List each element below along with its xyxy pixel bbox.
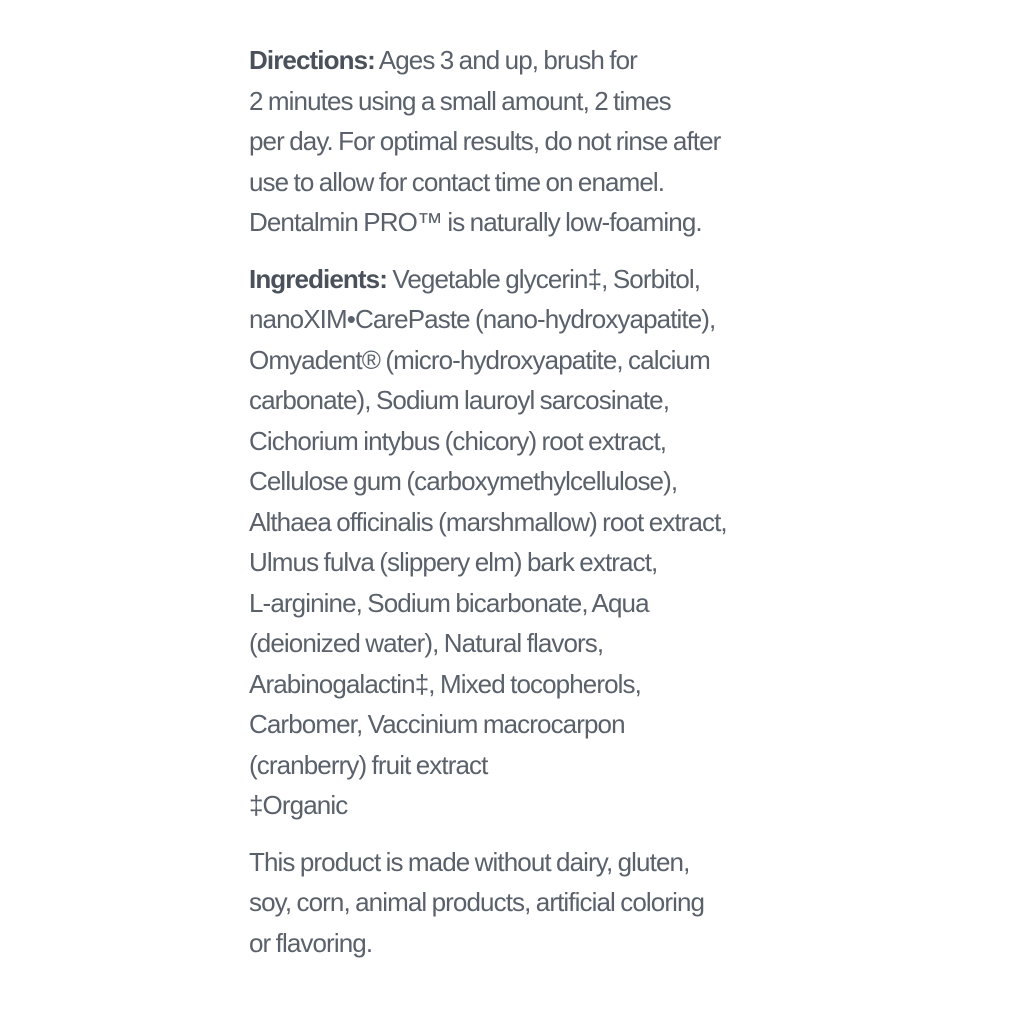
product-label-text — [249, 40, 789, 963]
disclaimer-line-3: or flavoring. — [249, 927, 373, 958]
ingredients-line-10: (deionized water), Natural flavors, — [249, 628, 604, 658]
ingredients-line-4: carbonate), Sodium lauroyl sarcosinate, — [249, 385, 670, 415]
directions-line-4: use to allow for contact time on enamel. — [249, 166, 665, 197]
ingredients-line-11: Arabinogalactin‡, Mixed tocopherols, — [249, 668, 641, 699]
ingredients-text: Vegetable glycerin‡, Sorbitol, — [392, 263, 701, 294]
directions-line-3: per day. For optimal results, do not rinse after — [249, 126, 721, 156]
directions-line-2: 2 minutes using a small amount, 2 times — [249, 85, 671, 116]
ingredients-line-6: Cellulose gum (carboxymethylcellulose), — [249, 466, 678, 496]
directions-heading: Directions: — [249, 45, 375, 75]
disclaimer-line-2: soy, corn, animal products, artificial coloring — [249, 887, 705, 917]
ingredients-line-8: Ulmus fulva (slippery elm) bark extract, — [249, 547, 658, 577]
ingredients-line-5: Cichorium intybus (chicory) root extract, — [249, 425, 667, 456]
directions-text: Ages 3 and up, brush for — [378, 45, 637, 75]
ingredients-line-13: (cranberry) fruit extract — [249, 749, 488, 780]
disclaimer-line-1: This product is made without dairy, gluten, — [249, 846, 690, 877]
directions-line-5: Dentalmin PRO™ is naturally low-foaming. — [249, 207, 702, 237]
ingredients-line-3: Omyadent® (micro-hydroxyapatite, calcium — [249, 344, 710, 375]
allergen-disclaimer — [249, 842, 789, 964]
ingredients-line-12: Carbomer, Vaccinium macrocarpon — [249, 709, 625, 739]
directions-section — [249, 40, 789, 243]
ingredients-line-1 — [249, 259, 789, 300]
ingredients-section — [249, 259, 789, 826]
directions-line-1 — [249, 40, 789, 81]
ingredients-line-7: Althaea officinalis (marshmallow) root extract, — [249, 506, 727, 537]
ingredients-heading: Ingredients: — [249, 263, 387, 294]
ingredients-line-2: nanoXIM•CarePaste (nano-hydroxyapatite), — [249, 304, 716, 334]
organic-footnote: ‡Organic — [249, 790, 348, 820]
ingredients-line-9: L-arginine, Sodium bicarbonate, Aqua — [249, 587, 649, 618]
